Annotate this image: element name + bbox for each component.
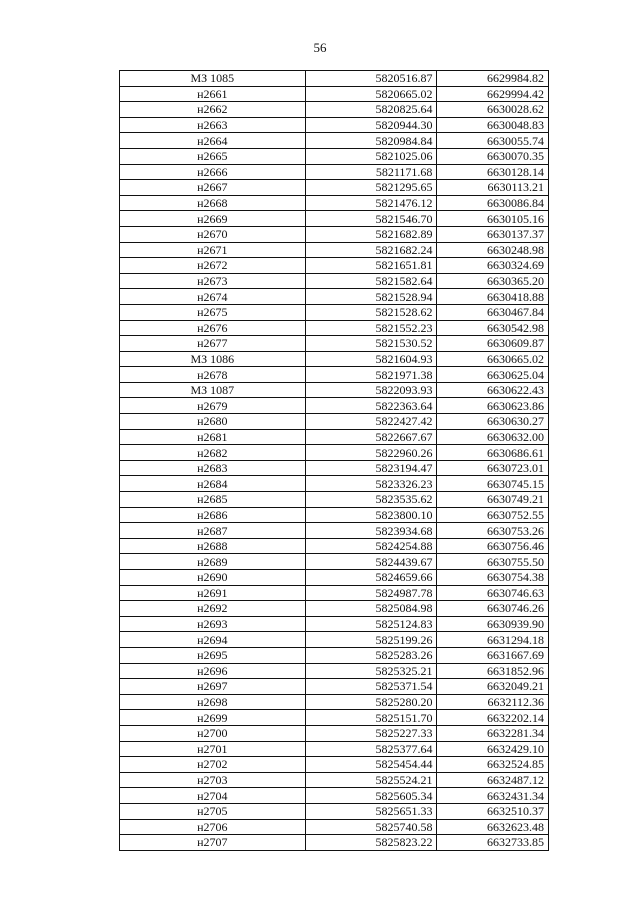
y-coordinate-cell: 6630070.35: [437, 148, 549, 164]
table-row: [120, 289, 549, 305]
point-name-cell: н2673: [120, 273, 306, 289]
y-coordinate-cell: 6632431.34: [437, 788, 549, 804]
y-coordinate-cell: 6630086.84: [437, 195, 549, 211]
table-row: [120, 757, 549, 773]
table-row: [120, 273, 549, 289]
x-coordinate-cell: 5825524.21: [305, 772, 437, 788]
x-coordinate-cell: 5821651.81: [305, 258, 437, 274]
x-coordinate-cell: 5821528.62: [305, 304, 437, 320]
point-name-cell: н2671: [120, 242, 306, 258]
point-name-cell: н2703: [120, 772, 306, 788]
y-coordinate-cell: 6630622.43: [437, 382, 549, 398]
table-row: [120, 102, 549, 118]
coordinates-table-body: [120, 71, 549, 851]
point-name-cell: н2679: [120, 398, 306, 414]
y-coordinate-cell: 6630609.87: [437, 336, 549, 352]
y-coordinate-cell: 6630113.21: [437, 180, 549, 196]
y-coordinate-cell: 6630753.26: [437, 523, 549, 539]
y-coordinate-cell: 6632281.34: [437, 725, 549, 741]
x-coordinate-cell: 5825124.83: [305, 616, 437, 632]
y-coordinate-cell: 6630028.62: [437, 102, 549, 118]
table-row: [120, 86, 549, 102]
y-coordinate-cell: 6630749.21: [437, 492, 549, 508]
table-row: [120, 803, 549, 819]
table-row: [120, 554, 549, 570]
table-row: [120, 725, 549, 741]
x-coordinate-cell: 5823800.10: [305, 507, 437, 523]
y-coordinate-cell: 6632487.12: [437, 772, 549, 788]
table-row: [120, 601, 549, 617]
table-row: [120, 304, 549, 320]
y-coordinate-cell: 6630625.04: [437, 367, 549, 383]
table-row: [120, 211, 549, 227]
y-coordinate-cell: 6630128.14: [437, 164, 549, 180]
x-coordinate-cell: 5822427.42: [305, 414, 437, 430]
y-coordinate-cell: 6630665.02: [437, 351, 549, 367]
point-name-cell: н2667: [120, 180, 306, 196]
table-row: [120, 788, 549, 804]
x-coordinate-cell: 5825823.22: [305, 835, 437, 851]
y-coordinate-cell: 6630746.26: [437, 601, 549, 617]
point-name-cell: н2692: [120, 601, 306, 617]
x-coordinate-cell: 5820825.64: [305, 102, 437, 118]
y-coordinate-cell: 6630723.01: [437, 460, 549, 476]
table-row: [120, 382, 549, 398]
y-coordinate-cell: 6632623.48: [437, 819, 549, 835]
point-name-cell: н2698: [120, 694, 306, 710]
x-coordinate-cell: 5825084.98: [305, 601, 437, 617]
table-row: [120, 367, 549, 383]
y-coordinate-cell: 6630752.55: [437, 507, 549, 523]
point-name-cell: н2697: [120, 679, 306, 695]
table-row: [120, 71, 549, 87]
y-coordinate-cell: 6630055.74: [437, 133, 549, 149]
y-coordinate-cell: 6630048.83: [437, 117, 549, 133]
y-coordinate-cell: 6632733.85: [437, 835, 549, 851]
table-row: [120, 445, 549, 461]
point-name-cell: н2691: [120, 585, 306, 601]
x-coordinate-cell: 5822960.26: [305, 445, 437, 461]
y-coordinate-cell: 6631667.69: [437, 647, 549, 663]
table-row: [120, 460, 549, 476]
x-coordinate-cell: 5823194.47: [305, 460, 437, 476]
x-coordinate-cell: 5821476.12: [305, 195, 437, 211]
table-row: [120, 772, 549, 788]
x-coordinate-cell: 5821546.70: [305, 211, 437, 227]
point-name-cell: н2688: [120, 538, 306, 554]
y-coordinate-cell: 6630137.37: [437, 226, 549, 242]
x-coordinate-cell: 5825283.26: [305, 647, 437, 663]
y-coordinate-cell: 6632112.36: [437, 694, 549, 710]
table-row: [120, 492, 549, 508]
point-name-cell: н2699: [120, 710, 306, 726]
x-coordinate-cell: 5821971.38: [305, 367, 437, 383]
y-coordinate-cell: 6630632.00: [437, 429, 549, 445]
x-coordinate-cell: 5825740.58: [305, 819, 437, 835]
y-coordinate-cell: 6630467.84: [437, 304, 549, 320]
y-coordinate-cell: 6632202.14: [437, 710, 549, 726]
x-coordinate-cell: 5820665.02: [305, 86, 437, 102]
point-name-cell: н2700: [120, 725, 306, 741]
point-name-cell: н2707: [120, 835, 306, 851]
table-row: [120, 242, 549, 258]
x-coordinate-cell: 5821682.89: [305, 226, 437, 242]
table-row: [120, 414, 549, 430]
x-coordinate-cell: 5821582.64: [305, 273, 437, 289]
point-name-cell: МЗ 1085: [120, 71, 306, 87]
table-row: [120, 835, 549, 851]
point-name-cell: н2689: [120, 554, 306, 570]
y-coordinate-cell: 6632510.37: [437, 803, 549, 819]
y-coordinate-cell: 6630105.16: [437, 211, 549, 227]
x-coordinate-cell: 5825151.70: [305, 710, 437, 726]
point-name-cell: н2664: [120, 133, 306, 149]
x-coordinate-cell: 5821528.94: [305, 289, 437, 305]
y-coordinate-cell: 6631294.18: [437, 632, 549, 648]
point-name-cell: н2666: [120, 164, 306, 180]
table-row: [120, 351, 549, 367]
point-name-cell: н2695: [120, 647, 306, 663]
point-name-cell: н2678: [120, 367, 306, 383]
table-row: [120, 336, 549, 352]
point-name-cell: н2672: [120, 258, 306, 274]
y-coordinate-cell: 6632049.21: [437, 679, 549, 695]
table-row: [120, 398, 549, 414]
point-name-cell: н2681: [120, 429, 306, 445]
y-coordinate-cell: 6630623.86: [437, 398, 549, 414]
table-row: [120, 616, 549, 632]
y-coordinate-cell: 6630365.20: [437, 273, 549, 289]
point-name-cell: н2674: [120, 289, 306, 305]
table-row: [120, 164, 549, 180]
table-row: [120, 195, 549, 211]
y-coordinate-cell: 6629984.82: [437, 71, 549, 87]
y-coordinate-cell: 6630418.88: [437, 289, 549, 305]
table-row: [120, 741, 549, 757]
table-row: [120, 320, 549, 336]
table-row: [120, 507, 549, 523]
x-coordinate-cell: 5825371.54: [305, 679, 437, 695]
y-coordinate-cell: 6630745.15: [437, 476, 549, 492]
x-coordinate-cell: 5825377.64: [305, 741, 437, 757]
y-coordinate-cell: 6630630.27: [437, 414, 549, 430]
table-row: [120, 258, 549, 274]
point-name-cell: н2693: [120, 616, 306, 632]
point-name-cell: н2705: [120, 803, 306, 819]
table-row: [120, 694, 549, 710]
point-name-cell: н2663: [120, 117, 306, 133]
point-name-cell: н2701: [120, 741, 306, 757]
x-coordinate-cell: 5821295.65: [305, 180, 437, 196]
table-row: [120, 679, 549, 695]
x-coordinate-cell: 5825325.21: [305, 663, 437, 679]
x-coordinate-cell: 5821530.52: [305, 336, 437, 352]
y-coordinate-cell: 6632429.10: [437, 741, 549, 757]
point-name-cell: н2676: [120, 320, 306, 336]
y-coordinate-cell: 6632524.85: [437, 757, 549, 773]
x-coordinate-cell: 5825651.33: [305, 803, 437, 819]
x-coordinate-cell: 5820516.87: [305, 71, 437, 87]
table-row: [120, 429, 549, 445]
table-row: [120, 632, 549, 648]
table-row: [120, 819, 549, 835]
point-name-cell: МЗ 1086: [120, 351, 306, 367]
x-coordinate-cell: 5825454.44: [305, 757, 437, 773]
x-coordinate-cell: 5821171.68: [305, 164, 437, 180]
point-name-cell: н2694: [120, 632, 306, 648]
table-row: [120, 538, 549, 554]
x-coordinate-cell: 5824987.78: [305, 585, 437, 601]
x-coordinate-cell: 5823326.23: [305, 476, 437, 492]
x-coordinate-cell: 5822093.93: [305, 382, 437, 398]
point-name-cell: н2668: [120, 195, 306, 211]
table-row: [120, 117, 549, 133]
x-coordinate-cell: 5823535.62: [305, 492, 437, 508]
table-row: [120, 226, 549, 242]
point-name-cell: н2662: [120, 102, 306, 118]
table-row: [120, 180, 549, 196]
table-row: [120, 663, 549, 679]
point-name-cell: н2704: [120, 788, 306, 804]
table-row: [120, 133, 549, 149]
table-row: [120, 570, 549, 586]
x-coordinate-cell: 5823934.68: [305, 523, 437, 539]
y-coordinate-cell: 6630746.63: [437, 585, 549, 601]
point-name-cell: н2680: [120, 414, 306, 430]
x-coordinate-cell: 5821604.93: [305, 351, 437, 367]
y-coordinate-cell: 6630755.50: [437, 554, 549, 570]
y-coordinate-cell: 6630754.38: [437, 570, 549, 586]
point-name-cell: н2682: [120, 445, 306, 461]
y-coordinate-cell: 6630686.61: [437, 445, 549, 461]
table-row: [120, 476, 549, 492]
x-coordinate-cell: 5820984.84: [305, 133, 437, 149]
y-coordinate-cell: 6631852.96: [437, 663, 549, 679]
x-coordinate-cell: 5822363.64: [305, 398, 437, 414]
x-coordinate-cell: 5821552.23: [305, 320, 437, 336]
point-name-cell: н2661: [120, 86, 306, 102]
y-coordinate-cell: 6630939.90: [437, 616, 549, 632]
coordinates-table: [119, 70, 549, 851]
point-name-cell: н2684: [120, 476, 306, 492]
y-coordinate-cell: 6629994.42: [437, 86, 549, 102]
table-row: [120, 148, 549, 164]
x-coordinate-cell: 5824659.66: [305, 570, 437, 586]
point-name-cell: н2665: [120, 148, 306, 164]
x-coordinate-cell: 5822667.67: [305, 429, 437, 445]
x-coordinate-cell: 5825199.26: [305, 632, 437, 648]
point-name-cell: н2696: [120, 663, 306, 679]
x-coordinate-cell: 5825280.20: [305, 694, 437, 710]
point-name-cell: н2669: [120, 211, 306, 227]
table-row: [120, 523, 549, 539]
point-name-cell: н2683: [120, 460, 306, 476]
x-coordinate-cell: 5821682.24: [305, 242, 437, 258]
point-name-cell: н2690: [120, 570, 306, 586]
x-coordinate-cell: 5825605.34: [305, 788, 437, 804]
point-name-cell: н2706: [120, 819, 306, 835]
point-name-cell: МЗ 1087: [120, 382, 306, 398]
y-coordinate-cell: 6630324.69: [437, 258, 549, 274]
table-row: [120, 585, 549, 601]
point-name-cell: н2677: [120, 336, 306, 352]
point-name-cell: н2670: [120, 226, 306, 242]
y-coordinate-cell: 6630756.46: [437, 538, 549, 554]
point-name-cell: н2686: [120, 507, 306, 523]
x-coordinate-cell: 5824439.67: [305, 554, 437, 570]
point-name-cell: н2702: [120, 757, 306, 773]
x-coordinate-cell: 5825227.33: [305, 725, 437, 741]
x-coordinate-cell: 5821025.06: [305, 148, 437, 164]
x-coordinate-cell: 5820944.30: [305, 117, 437, 133]
point-name-cell: н2687: [120, 523, 306, 539]
page-number: 56: [313, 40, 327, 55]
point-name-cell: н2685: [120, 492, 306, 508]
y-coordinate-cell: 6630542.98: [437, 320, 549, 336]
table-row: [120, 647, 549, 663]
x-coordinate-cell: 5824254.88: [305, 538, 437, 554]
y-coordinate-cell: 6630248.98: [437, 242, 549, 258]
point-name-cell: н2675: [120, 304, 306, 320]
table-row: [120, 710, 549, 726]
